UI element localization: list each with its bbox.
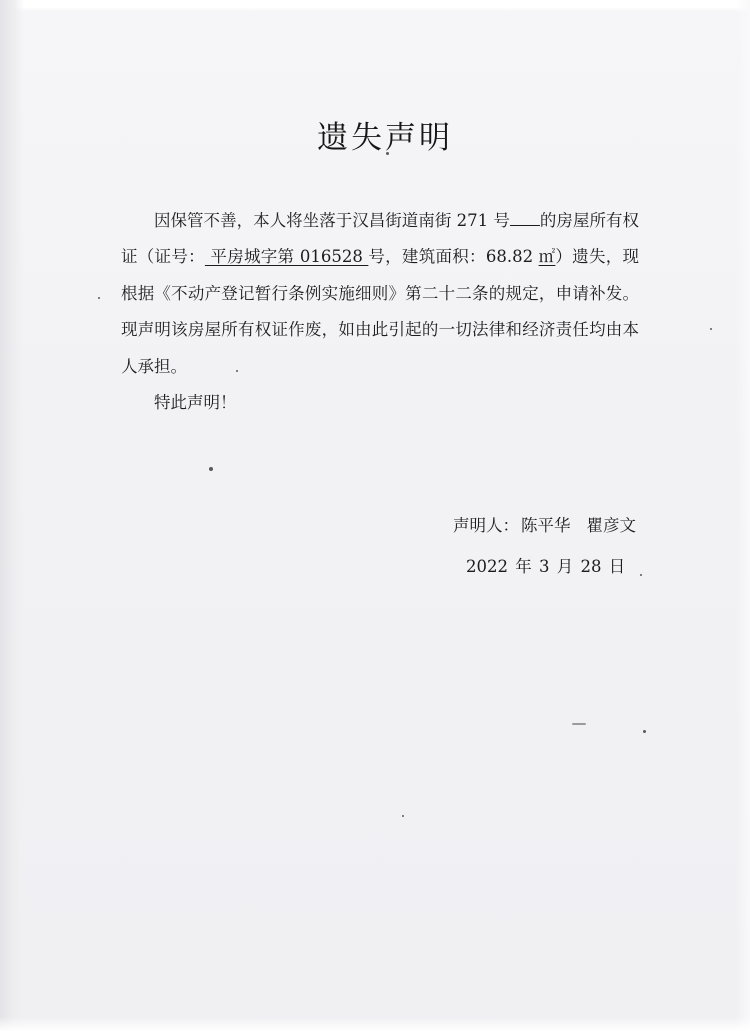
scan-speck	[98, 297, 100, 299]
statement-date: 2022 年 3 月 28 日	[466, 557, 626, 576]
scan-speck	[710, 328, 712, 330]
signer-name-2: 瞿彦文	[586, 516, 636, 535]
scan-speck	[572, 723, 586, 725]
signer-label: 声明人：	[453, 516, 519, 535]
paragraph-text-1: 因保管不善，本人将坐落于汉昌街道南街 271 号	[154, 211, 510, 230]
statement-body	[121, 203, 639, 421]
scan-speck	[209, 467, 213, 471]
document-title: 遗失声明	[317, 120, 453, 156]
signer-name-1: 陈平华	[521, 516, 571, 535]
area-unit: ㎡	[538, 247, 556, 267]
scan-speck	[640, 574, 642, 576]
paper-edge-bottom	[0, 1017, 750, 1031]
closing-paragraph: 特此声明！	[154, 393, 237, 413]
scan-speck	[643, 730, 646, 733]
paragraph-text-2: 的房屋所有权证（证号：	[121, 211, 640, 267]
blank-underline	[510, 224, 540, 226]
certificate-number: 平房城字第 016528	[204, 247, 369, 267]
paper-edge-top	[0, 0, 750, 12]
scan-speck	[402, 815, 404, 817]
paragraph-text-4: ）遗失，现根据《不动产登记暂行条例实施细则》第二十二条的规定，申请补发。现声明该房屋所有权证作废，如由此引起的一切法律和经济责任均由本人承担。	[121, 247, 640, 376]
paragraph-text-3: 号，建筑面积：68.82	[368, 247, 539, 267]
signer-line	[453, 512, 636, 536]
statement-paragraph	[121, 203, 639, 385]
